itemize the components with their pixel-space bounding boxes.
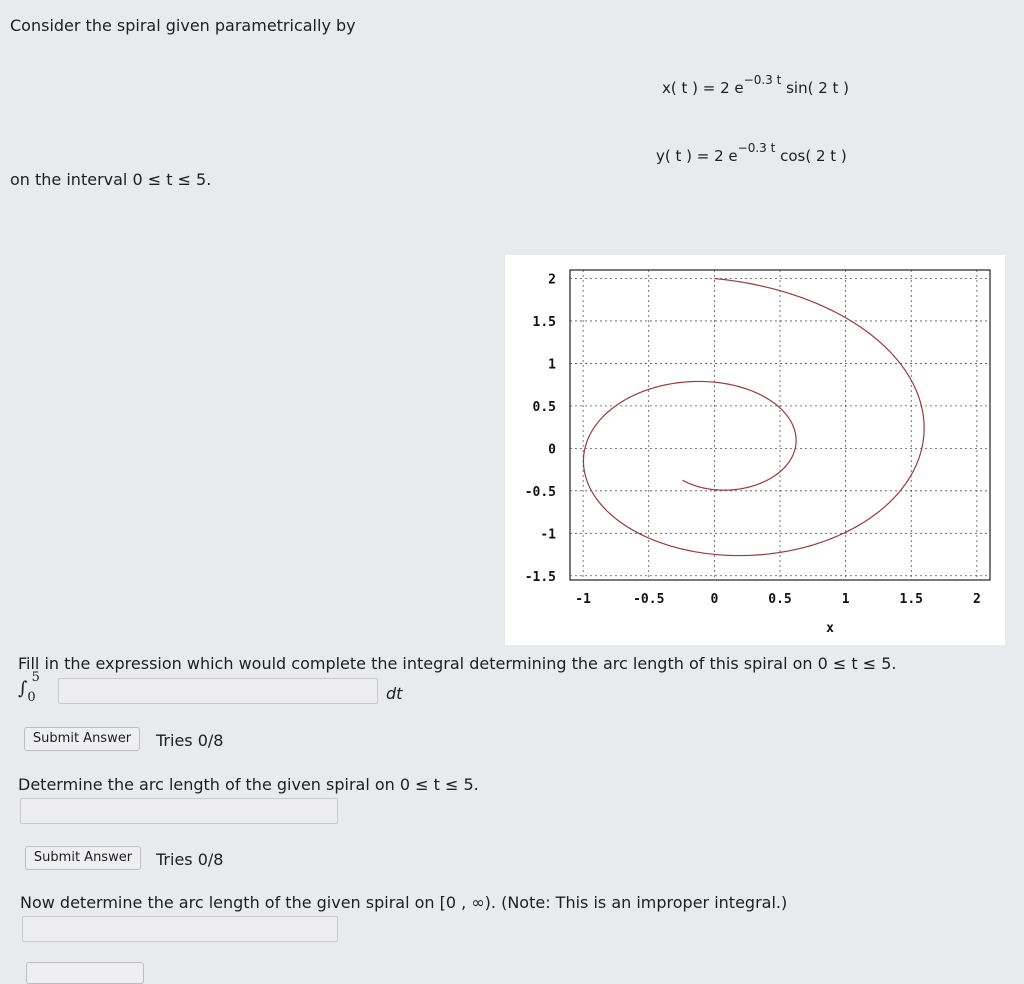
improper-arc-length-input[interactable]: [22, 916, 338, 942]
x-tick-label: -0.5: [633, 592, 665, 607]
integral-expression: [18, 670, 44, 705]
x-tick-label: 0.5: [768, 592, 792, 607]
y-tick-label: -1: [540, 527, 556, 543]
arc-length-input[interactable]: [20, 798, 338, 824]
x-equation-exponent: −0.3 t: [743, 73, 782, 87]
y-tick-label: 0: [548, 442, 556, 458]
q3-prompt: Now determine the arc length of the given spiral on [0 , ∞). (Note: This is an improper integral.): [20, 893, 788, 912]
x-tick-labels: [575, 592, 980, 607]
y-equation-rhs: cos( 2 t ): [775, 147, 847, 165]
y-equation-exponent: −0.3 t: [737, 141, 776, 155]
x-axis-label: x: [826, 621, 834, 636]
y-tick-label: -0.5: [524, 484, 556, 500]
q2-prompt: Determine the arc length of the given spiral on 0 ≤ t ≤ 5.: [18, 775, 479, 794]
integral-upper-limit: 5: [31, 670, 40, 685]
q1-prompt: Fill in the expression which would complete the integral determining the arc length of this spiral on 0 ≤ t ≤ 5.: [18, 654, 897, 673]
y-tick-label: 2: [548, 272, 556, 288]
x-tick-label: 0: [710, 592, 719, 607]
integral-lower-limit: 0: [27, 689, 36, 705]
q1-tries-counter: Tries 0/8: [156, 731, 224, 750]
integrand-input[interactable]: [58, 678, 378, 704]
y-tick-label: 1.5: [532, 314, 556, 330]
x-tick-label: 1: [841, 592, 850, 607]
x-equation-lhs: x( t ) = 2 e: [662, 79, 744, 97]
q3-submit-button-partial[interactable]: [26, 962, 144, 984]
y-tick-label: -1.5: [524, 569, 556, 585]
y-tick-label: 1: [548, 357, 556, 373]
q2-submit-button[interactable]: Submit Answer: [25, 846, 141, 870]
q1-submit-button[interactable]: Submit Answer: [24, 727, 140, 751]
interval-text: on the interval 0 ≤ t ≤ 5.: [10, 170, 212, 189]
y-tick-label: 0.5: [532, 399, 556, 415]
x-tick-label: 2: [972, 592, 981, 607]
x-equation: [662, 73, 850, 97]
y-equation: [656, 141, 847, 165]
dt-label: dt: [386, 684, 403, 703]
y-equation-lhs: y( t ) = 2 e: [656, 147, 738, 165]
x-tick-label: 1.5: [899, 592, 923, 607]
plot-background: [505, 255, 1005, 645]
q2-tries-counter: Tries 0/8: [156, 850, 224, 869]
x-equation-rhs: sin( 2 t ): [781, 79, 850, 97]
x-tick-label: -1: [575, 592, 591, 607]
integral-sign: ∫: [18, 678, 28, 699]
spiral-plot: [505, 255, 1005, 645]
intro-text: Consider the spiral given parametrically by: [10, 16, 356, 35]
